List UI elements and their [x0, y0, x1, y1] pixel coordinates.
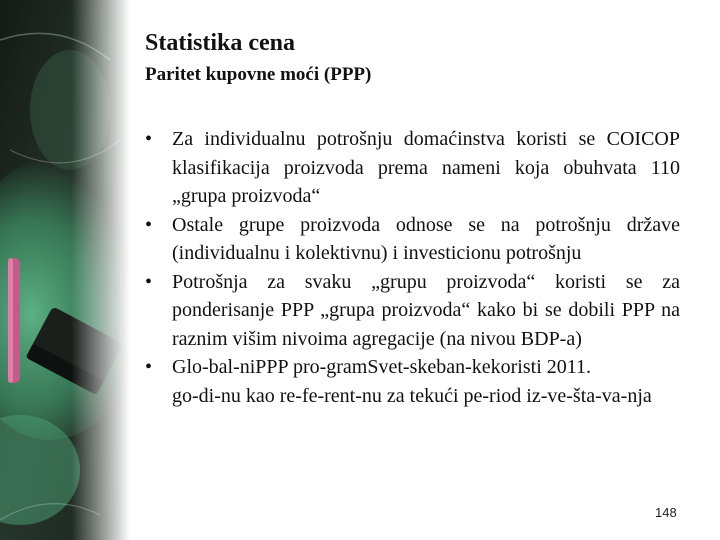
bullet-item [145, 211, 680, 268]
chalkboard-image [0, 0, 130, 540]
chalkboard-background [0, 0, 130, 540]
bullet-text: Za individualnu potrošnju domaćinstva koristi se COICOP klasifikacija proizvoda prema nameni koja obuhvata 110 „grupa proizvoda“ [172, 128, 680, 207]
bullet-item [145, 353, 680, 410]
bullet-text-line-2: go-di-nu kao re-fe-rent-nu za tekući pe-riod iz-ve-šta-va-nja [172, 384, 652, 407]
bullet-dot: • [145, 128, 153, 150]
slide-title: Statistika cena [145, 30, 295, 56]
page-number: 148 [655, 505, 677, 520]
bullet-list [145, 125, 680, 410]
bullet-text: Potrošnja za svaku „grupu proizvoda“ koristi se za ponderisanje PPP „grupa proizvoda“ kako bi se dobili PPP na raznim višim nivoima agregacije (na nivou BDP-a) [172, 270, 680, 350]
bullet-dot: • [145, 213, 153, 236]
bullet-item [145, 268, 680, 354]
bullet-text-line-1: Glo-bal-niPPP pro-gramSvet-skeban-kekoristi 2011. [172, 356, 592, 378]
bullet-text: Ostale grupe proizvoda odnose se na potrošnju države (individualnu i kolektivnu) i investicionu potrošnju [172, 213, 680, 264]
bullet-dot: • [145, 270, 153, 293]
bullet-item [145, 125, 680, 211]
bullet-dot: • [145, 356, 153, 378]
slide-subtitle: Paritet kupovne moći (PPP) [145, 64, 372, 85]
